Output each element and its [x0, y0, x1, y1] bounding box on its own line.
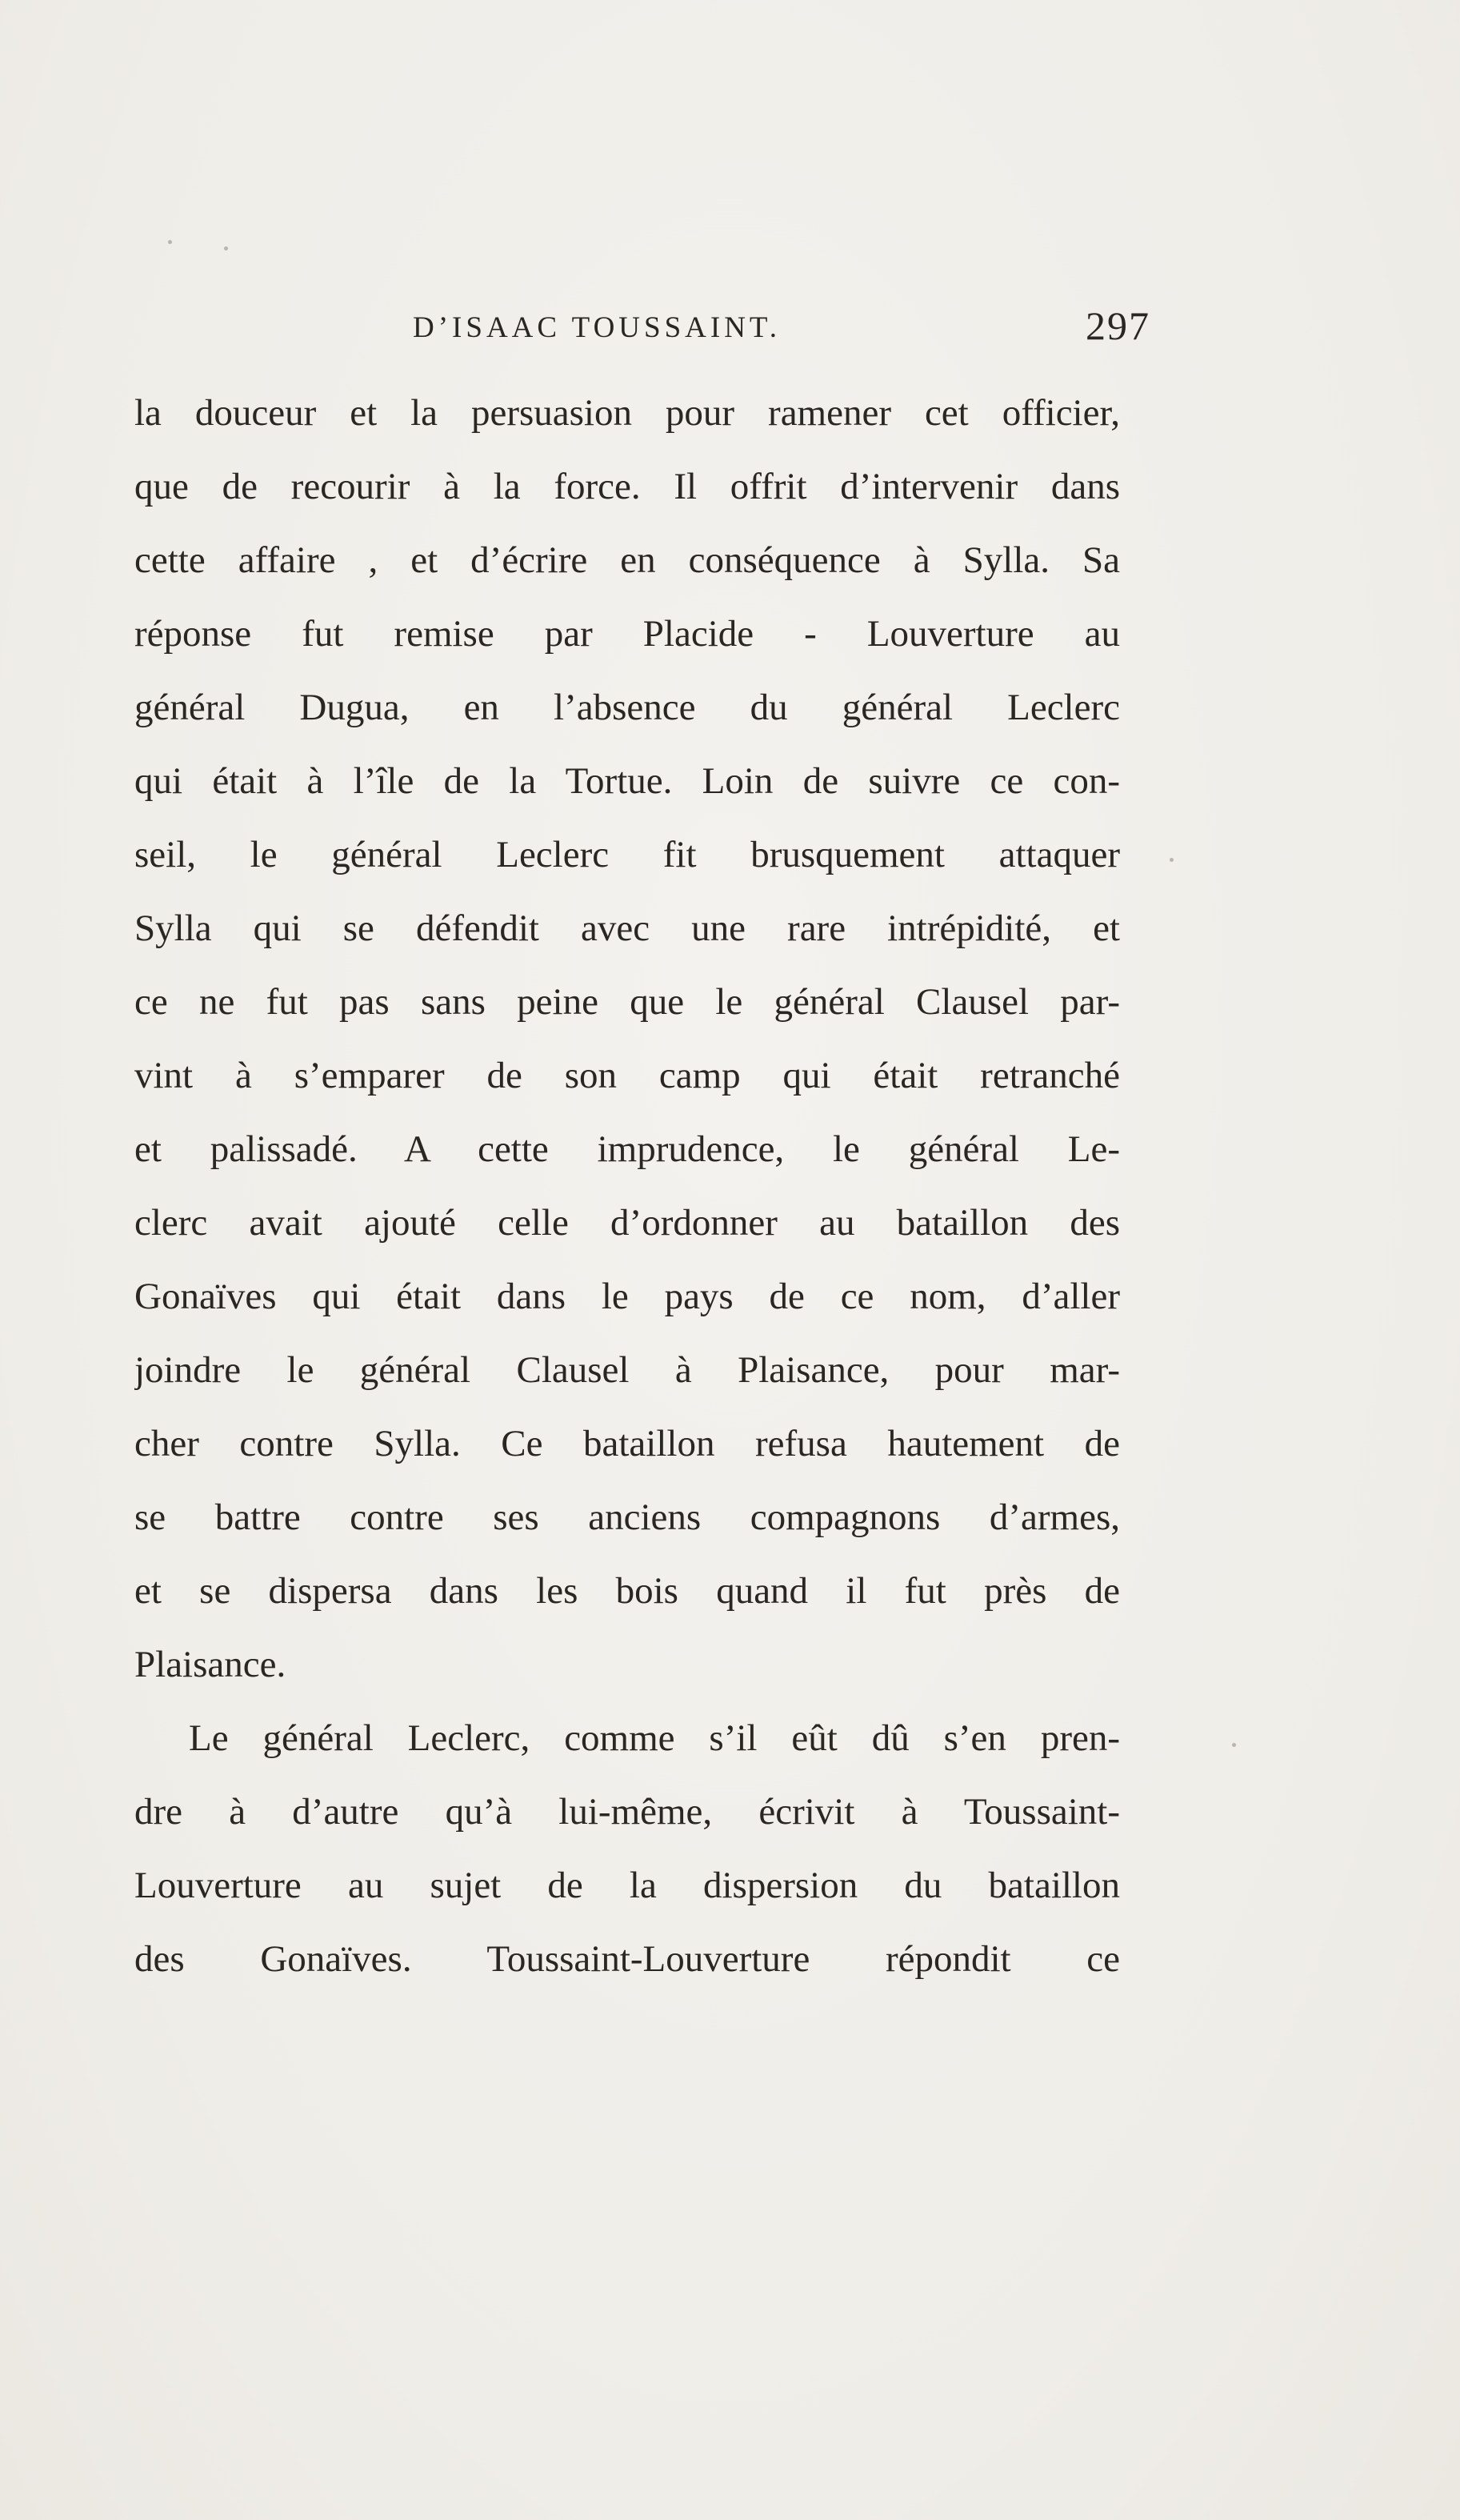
text-line: Gonaïves qui était dans le pays de ce nom, d’aller: [134, 1276, 1120, 1317]
text-line: et palissadé. A cette imprudence, le général Le-: [134, 1128, 1120, 1170]
text-line: joindre le général Clausel à Plaisance, pour mar-: [134, 1349, 1120, 1391]
page-number: 297: [1086, 303, 1150, 348]
text-line: ce ne fut pas sans peine que le général Clausel par-: [134, 981, 1120, 1023]
ink-speck: [1170, 858, 1174, 862]
text-line: réponse fut remise par Placide - Louverture au: [134, 613, 1120, 655]
text-line: vint à s’emparer de son camp qui était retranché: [134, 1055, 1120, 1096]
running-title: D’ISAAC TOUSSAINT.: [413, 311, 782, 344]
text-line: qui était à l’île de la Tortue. Loin de suivre ce con-: [134, 760, 1120, 802]
text-line: général Dugua, en l’absence du général Leclerc: [134, 687, 1120, 728]
ink-speck: [168, 240, 172, 244]
text-line: cher contre Sylla. Ce bataillon refusa hautement de: [134, 1423, 1120, 1464]
ink-speck: [1232, 1743, 1236, 1747]
text-line: se battre contre ses anciens compagnons d’armes,: [134, 1496, 1120, 1538]
running-header: [134, 302, 1150, 359]
text-line: des Gonaïves. Toussaint-Louverture répondit ce: [134, 1938, 1120, 1980]
text-line: Sylla qui se défendit avec une rare intrépidité, et: [134, 907, 1120, 949]
paragraph-start-line: Le général Leclerc, comme s’il eût dû s’en pren-: [189, 1717, 1120, 1759]
text-line: et se dispersa dans les bois quand il fut près de: [134, 1570, 1120, 1612]
text-line: la douceur et la persuasion pour ramener cet officier,: [134, 392, 1120, 434]
ink-speck: [224, 246, 228, 250]
text-line: seil, le général Leclerc fit brusquement attaquer: [134, 834, 1120, 875]
text-line: Louverture au sujet de la dispersion du bataillon: [134, 1865, 1120, 1906]
body-text: [134, 376, 1120, 1996]
paragraph-end-line: Plaisance.: [134, 1644, 286, 1685]
text-line: dre à d’autre qu’à lui-même, écrivit à Toussaint-: [134, 1791, 1120, 1833]
text-line: que de recourir à la force. Il offrit d’intervenir dans: [134, 466, 1120, 507]
text-line: clerc avait ajouté celle d’ordonner au bataillon des: [134, 1202, 1120, 1244]
text-line: cette affaire , et d’écrire en conséquence à Sylla. Sa: [134, 539, 1120, 581]
